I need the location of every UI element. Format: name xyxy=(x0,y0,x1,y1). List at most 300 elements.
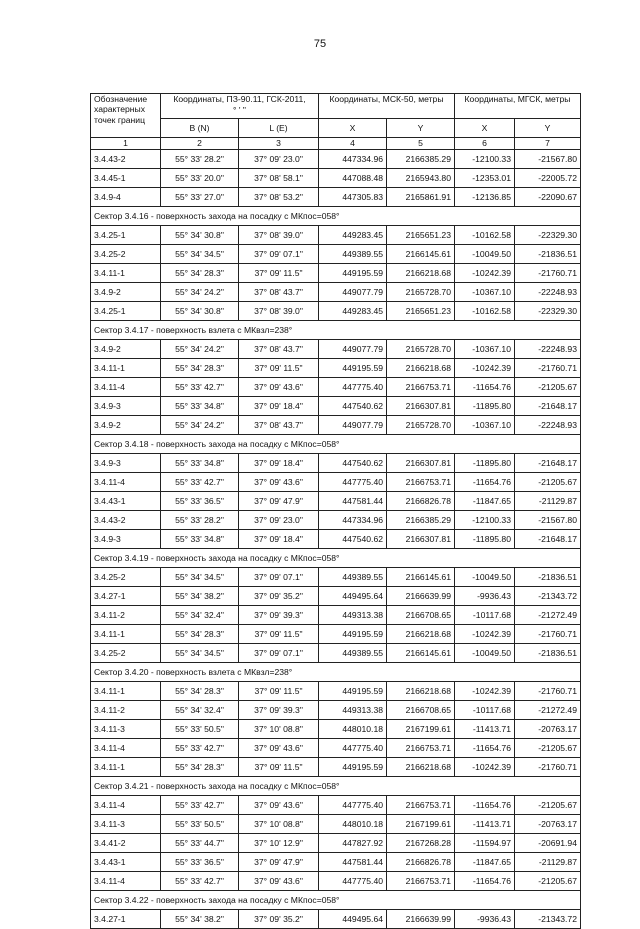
mgsk-x-cell: -10367.10 xyxy=(455,283,515,302)
latitude-cell: 55° 33' 28.2" xyxy=(161,150,239,169)
mgsk-x-cell: -11654.76 xyxy=(455,872,515,891)
section-title: Сектор 3.4.19 - поверхность захода на посадку с МКпос=058° xyxy=(91,549,581,568)
longitude-cell: 37° 09' 47.9" xyxy=(239,853,319,872)
msk-y-cell: 2166753.71 xyxy=(387,872,455,891)
msk-y-cell: 2166307.81 xyxy=(387,397,455,416)
msk-y-cell: 2166218.68 xyxy=(387,625,455,644)
msk-y-cell: 2165861.91 xyxy=(387,188,455,207)
mgsk-y-cell: -21760.71 xyxy=(515,625,581,644)
msk-y-cell: 2166307.81 xyxy=(387,454,455,473)
longitude-cell: 37° 09' 43.6" xyxy=(239,872,319,891)
msk-x-cell: 449195.59 xyxy=(319,264,387,283)
latitude-cell: 55° 34' 28.3" xyxy=(161,625,239,644)
table-row xyxy=(91,397,581,416)
msk-y-cell: 2166753.71 xyxy=(387,739,455,758)
latitude-cell: 55° 33' 42.7" xyxy=(161,796,239,815)
latitude-cell: 55° 34' 30.8" xyxy=(161,302,239,321)
msk-y-cell: 2166826.78 xyxy=(387,492,455,511)
point-id-cell: 3.4.11-4 xyxy=(91,473,161,492)
table-row xyxy=(91,340,581,359)
latitude-cell: 55° 33' 36.5" xyxy=(161,492,239,511)
section-row xyxy=(91,777,581,796)
latitude-cell: 55° 33' 34.8" xyxy=(161,454,239,473)
table-row xyxy=(91,530,581,549)
point-id-cell: 3.4.11-3 xyxy=(91,815,161,834)
mgsk-x-cell: -10049.50 xyxy=(455,568,515,587)
mgsk-y-cell: -21836.51 xyxy=(515,245,581,264)
longitude-cell: 37° 09' 11.5" xyxy=(239,359,319,378)
header-row-columns xyxy=(91,119,581,138)
mgsk-x-cell: -10242.39 xyxy=(455,264,515,283)
mgsk-y-cell: -21760.71 xyxy=(515,359,581,378)
table-row xyxy=(91,587,581,606)
mgsk-x-cell: -10242.39 xyxy=(455,625,515,644)
msk-y-cell: 2165651.23 xyxy=(387,226,455,245)
latitude-cell: 55° 34' 38.2" xyxy=(161,587,239,606)
point-id-cell: 3.4.9-2 xyxy=(91,340,161,359)
msk-y-cell: 2167268.28 xyxy=(387,834,455,853)
column-number: 7 xyxy=(515,138,581,150)
mgsk-y-cell: -21272.49 xyxy=(515,701,581,720)
mgsk-x-cell: -10242.39 xyxy=(455,682,515,701)
msk-x-cell: 447775.40 xyxy=(319,739,387,758)
table-row xyxy=(91,150,581,169)
mgsk-y-cell: -21567.80 xyxy=(515,150,581,169)
longitude-cell: 37° 09' 07.1" xyxy=(239,568,319,587)
header-group-pz xyxy=(161,94,319,119)
point-id-cell: 3.4.25-2 xyxy=(91,644,161,663)
mgsk-x-cell: -11413.71 xyxy=(455,720,515,739)
msk-y-cell: 2166218.68 xyxy=(387,758,455,777)
point-id-cell: 3.4.11-2 xyxy=(91,606,161,625)
mgsk-x-cell: -10162.58 xyxy=(455,226,515,245)
msk-x-cell: 449195.59 xyxy=(319,682,387,701)
point-id-cell: 3.4.11-1 xyxy=(91,758,161,777)
mgsk-y-cell: -21205.67 xyxy=(515,872,581,891)
latitude-cell: 55° 33' 50.5" xyxy=(161,720,239,739)
table-row xyxy=(91,511,581,530)
column-number: 4 xyxy=(319,138,387,150)
table-row xyxy=(91,644,581,663)
point-id-cell: 3.4.9-2 xyxy=(91,283,161,302)
point-id-cell: 3.4.41-2 xyxy=(91,834,161,853)
table-row xyxy=(91,796,581,815)
longitude-cell: 37° 09' 35.2" xyxy=(239,910,319,929)
latitude-cell: 55° 33' 34.8" xyxy=(161,530,239,549)
latitude-cell: 55° 34' 28.3" xyxy=(161,682,239,701)
mgsk-x-cell: -12353.01 xyxy=(455,169,515,188)
point-id-cell: 3.4.43-1 xyxy=(91,492,161,511)
msk-y-cell: 2166753.71 xyxy=(387,796,455,815)
latitude-cell: 55° 34' 24.2" xyxy=(161,283,239,302)
mgsk-y-cell: -21343.72 xyxy=(515,587,581,606)
mgsk-y-cell: -21836.51 xyxy=(515,644,581,663)
point-id-cell: 3.4.27-1 xyxy=(91,910,161,929)
table-row xyxy=(91,568,581,587)
longitude-cell: 37° 09' 11.5" xyxy=(239,625,319,644)
mgsk-y-cell: -21836.51 xyxy=(515,568,581,587)
point-id-cell: 3.4.25-2 xyxy=(91,568,161,587)
header-col-y-msk: Y xyxy=(387,119,455,138)
mgsk-x-cell: -10367.10 xyxy=(455,416,515,435)
msk-y-cell: 2166218.68 xyxy=(387,359,455,378)
mgsk-x-cell: -11895.80 xyxy=(455,530,515,549)
mgsk-y-cell: -21205.67 xyxy=(515,739,581,758)
longitude-cell: 37° 10' 08.8" xyxy=(239,720,319,739)
msk-x-cell: 449389.55 xyxy=(319,568,387,587)
msk-x-cell: 449077.79 xyxy=(319,283,387,302)
point-id-cell: 3.4.11-4 xyxy=(91,739,161,758)
latitude-cell: 55° 34' 24.2" xyxy=(161,416,239,435)
longitude-cell: 37° 09' 39.3" xyxy=(239,701,319,720)
longitude-cell: 37° 09' 18.4" xyxy=(239,397,319,416)
longitude-cell: 37° 08' 43.7" xyxy=(239,416,319,435)
msk-x-cell: 447540.62 xyxy=(319,454,387,473)
mgsk-x-cell: -11654.76 xyxy=(455,473,515,492)
msk-y-cell: 2166145.61 xyxy=(387,568,455,587)
mgsk-x-cell: -11654.76 xyxy=(455,739,515,758)
header-col-l: L (E) xyxy=(239,119,319,138)
longitude-cell: 37° 09' 39.3" xyxy=(239,606,319,625)
longitude-cell: 37° 09' 47.9" xyxy=(239,492,319,511)
mgsk-y-cell: -21272.49 xyxy=(515,606,581,625)
section-row xyxy=(91,435,581,454)
point-id-cell: 3.4.11-1 xyxy=(91,682,161,701)
mgsk-x-cell: -10242.39 xyxy=(455,359,515,378)
latitude-cell: 55° 34' 34.5" xyxy=(161,644,239,663)
table-row xyxy=(91,834,581,853)
mgsk-y-cell: -21205.67 xyxy=(515,796,581,815)
table-row xyxy=(91,359,581,378)
msk-x-cell: 447540.62 xyxy=(319,397,387,416)
mgsk-x-cell: -12100.33 xyxy=(455,511,515,530)
longitude-cell: 37° 09' 35.2" xyxy=(239,587,319,606)
table-row xyxy=(91,226,581,245)
column-number: 6 xyxy=(455,138,515,150)
mgsk-y-cell: -20763.17 xyxy=(515,815,581,834)
msk-x-cell: 447775.40 xyxy=(319,872,387,891)
mgsk-x-cell: -11594.97 xyxy=(455,834,515,853)
msk-y-cell: 2166145.61 xyxy=(387,644,455,663)
mgsk-y-cell: -21760.71 xyxy=(515,758,581,777)
msk-x-cell: 449195.59 xyxy=(319,359,387,378)
mgsk-x-cell: -10367.10 xyxy=(455,340,515,359)
mgsk-y-cell: -21648.17 xyxy=(515,454,581,473)
mgsk-y-cell: -20763.17 xyxy=(515,720,581,739)
msk-y-cell: 2165728.70 xyxy=(387,416,455,435)
point-id-cell: 3.4.11-3 xyxy=(91,720,161,739)
msk-x-cell: 447305.83 xyxy=(319,188,387,207)
section-row xyxy=(91,321,581,340)
longitude-cell: 37° 09' 43.6" xyxy=(239,473,319,492)
header-col-x-msk: X xyxy=(319,119,387,138)
msk-x-cell: 447775.40 xyxy=(319,378,387,397)
msk-y-cell: 2165651.23 xyxy=(387,302,455,321)
point-id-cell: 3.4.25-1 xyxy=(91,302,161,321)
section-title: Сектор 3.4.16 - поверхность захода на посадку с МКпос=058° xyxy=(91,207,581,226)
msk-y-cell: 2166385.29 xyxy=(387,150,455,169)
point-id-cell: 3.4.25-2 xyxy=(91,245,161,264)
longitude-cell: 37° 08' 39.0" xyxy=(239,302,319,321)
longitude-cell: 37° 09' 23.0" xyxy=(239,511,319,530)
msk-y-cell: 2167199.61 xyxy=(387,815,455,834)
table-row xyxy=(91,682,581,701)
latitude-cell: 55° 34' 34.5" xyxy=(161,568,239,587)
latitude-cell: 55° 33' 34.8" xyxy=(161,397,239,416)
msk-y-cell: 2165943.80 xyxy=(387,169,455,188)
msk-x-cell: 449077.79 xyxy=(319,416,387,435)
section-title: Сектор 3.4.22 - поверхность захода на посадку с МКпос=058° xyxy=(91,891,581,910)
table-row xyxy=(91,758,581,777)
latitude-cell: 55° 34' 28.3" xyxy=(161,758,239,777)
section-row xyxy=(91,891,581,910)
latitude-cell: 55° 33' 42.7" xyxy=(161,378,239,397)
longitude-cell: 37° 09' 43.6" xyxy=(239,739,319,758)
section-row xyxy=(91,549,581,568)
header-col-y-mgsk: Y xyxy=(515,119,581,138)
point-id-cell: 3.4.9-3 xyxy=(91,454,161,473)
msk-y-cell: 2166708.65 xyxy=(387,606,455,625)
mgsk-x-cell: -10117.68 xyxy=(455,606,515,625)
msk-x-cell: 447581.44 xyxy=(319,492,387,511)
coordinates-table xyxy=(90,93,581,929)
mgsk-x-cell: -11895.80 xyxy=(455,397,515,416)
msk-x-cell: 447775.40 xyxy=(319,473,387,492)
msk-x-cell: 449313.38 xyxy=(319,606,387,625)
mgsk-y-cell: -22248.93 xyxy=(515,283,581,302)
table-row xyxy=(91,416,581,435)
table-row xyxy=(91,492,581,511)
msk-y-cell: 2166639.99 xyxy=(387,587,455,606)
table-row xyxy=(91,606,581,625)
latitude-cell: 55° 34' 32.4" xyxy=(161,606,239,625)
table-row xyxy=(91,264,581,283)
point-id-cell: 3.4.9-3 xyxy=(91,397,161,416)
latitude-cell: 55° 34' 38.2" xyxy=(161,910,239,929)
mgsk-x-cell: -10049.50 xyxy=(455,245,515,264)
msk-y-cell: 2166708.65 xyxy=(387,701,455,720)
latitude-cell: 55° 33' 50.5" xyxy=(161,815,239,834)
msk-y-cell: 2167199.61 xyxy=(387,720,455,739)
table-row xyxy=(91,720,581,739)
section-title: Сектор 3.4.20 - поверхность взлета с МКвзл=238° xyxy=(91,663,581,682)
header-group-mgsk: Координаты, МГСК, метры xyxy=(455,94,581,119)
point-id-cell: 3.4.11-2 xyxy=(91,701,161,720)
section-row xyxy=(91,207,581,226)
latitude-cell: 55° 33' 27.0" xyxy=(161,188,239,207)
mgsk-x-cell: -10049.50 xyxy=(455,644,515,663)
page-number: 75 xyxy=(313,38,327,50)
header-group-pz-units: ° ' " xyxy=(233,104,246,115)
section-row xyxy=(91,663,581,682)
section-title: Сектор 3.4.21 - поверхность захода на посадку с МКпос=058° xyxy=(91,777,581,796)
msk-x-cell: 447827.92 xyxy=(319,834,387,853)
mgsk-y-cell: -21760.71 xyxy=(515,264,581,283)
mgsk-x-cell: -11413.71 xyxy=(455,815,515,834)
table-row xyxy=(91,739,581,758)
latitude-cell: 55° 33' 42.7" xyxy=(161,872,239,891)
longitude-cell: 37° 08' 43.7" xyxy=(239,340,319,359)
point-id-cell: 3.4.43-1 xyxy=(91,853,161,872)
table-row xyxy=(91,378,581,397)
table-row xyxy=(91,283,581,302)
point-id-cell: 3.4.11-1 xyxy=(91,359,161,378)
mgsk-y-cell: -22005.72 xyxy=(515,169,581,188)
msk-y-cell: 2166639.99 xyxy=(387,910,455,929)
point-id-cell: 3.4.11-1 xyxy=(91,625,161,644)
latitude-cell: 55° 33' 36.5" xyxy=(161,853,239,872)
msk-x-cell: 447334.96 xyxy=(319,150,387,169)
point-id-cell: 3.4.11-4 xyxy=(91,872,161,891)
msk-x-cell: 448010.18 xyxy=(319,815,387,834)
header-group-pz-title: Координаты, ПЗ-90.11, ГСК-2011, xyxy=(173,94,306,104)
msk-x-cell: 449389.55 xyxy=(319,644,387,663)
point-id-cell: 3.4.11-4 xyxy=(91,378,161,397)
mgsk-y-cell: -21648.17 xyxy=(515,397,581,416)
mgsk-x-cell: -11654.76 xyxy=(455,796,515,815)
point-id-cell: 3.4.11-1 xyxy=(91,264,161,283)
mgsk-x-cell: -11847.65 xyxy=(455,492,515,511)
mgsk-x-cell: -12136.85 xyxy=(455,188,515,207)
msk-x-cell: 449195.59 xyxy=(319,625,387,644)
longitude-cell: 37° 09' 43.6" xyxy=(239,378,319,397)
table-row xyxy=(91,302,581,321)
latitude-cell: 55° 34' 30.8" xyxy=(161,226,239,245)
msk-x-cell: 449195.59 xyxy=(319,758,387,777)
mgsk-x-cell: -12100.33 xyxy=(455,150,515,169)
point-id-cell: 3.4.25-1 xyxy=(91,226,161,245)
column-number: 1 xyxy=(91,138,161,150)
column-number: 2 xyxy=(161,138,239,150)
longitude-cell: 37° 08' 39.0" xyxy=(239,226,319,245)
mgsk-y-cell: -22329.30 xyxy=(515,302,581,321)
msk-x-cell: 449283.45 xyxy=(319,302,387,321)
msk-y-cell: 2166145.61 xyxy=(387,245,455,264)
latitude-cell: 55° 34' 34.5" xyxy=(161,245,239,264)
header-row-numbers xyxy=(91,138,581,150)
table-row xyxy=(91,872,581,891)
latitude-cell: 55° 34' 32.4" xyxy=(161,701,239,720)
column-number: 3 xyxy=(239,138,319,150)
mgsk-x-cell: -9936.43 xyxy=(455,587,515,606)
latitude-cell: 55° 34' 28.3" xyxy=(161,359,239,378)
longitude-cell: 37° 09' 11.5" xyxy=(239,682,319,701)
mgsk-y-cell: -21567.80 xyxy=(515,511,581,530)
latitude-cell: 55° 33' 44.7" xyxy=(161,834,239,853)
msk-y-cell: 2166753.71 xyxy=(387,473,455,492)
column-number: 5 xyxy=(387,138,455,150)
mgsk-y-cell: -20691.94 xyxy=(515,834,581,853)
msk-y-cell: 2166385.29 xyxy=(387,511,455,530)
mgsk-y-cell: -21129.87 xyxy=(515,492,581,511)
msk-x-cell: 449077.79 xyxy=(319,340,387,359)
mgsk-y-cell: -22329.30 xyxy=(515,226,581,245)
msk-x-cell: 448010.18 xyxy=(319,720,387,739)
msk-x-cell: 447334.96 xyxy=(319,511,387,530)
section-title: Сектор 3.4.17 - поверхность взлета с МКвзл=238° xyxy=(91,321,581,340)
msk-x-cell: 449495.64 xyxy=(319,587,387,606)
point-id-cell: 3.4.9-2 xyxy=(91,416,161,435)
longitude-cell: 37° 09' 23.0" xyxy=(239,150,319,169)
mgsk-x-cell: -10162.58 xyxy=(455,302,515,321)
longitude-cell: 37° 09' 18.4" xyxy=(239,454,319,473)
longitude-cell: 37° 10' 08.8" xyxy=(239,815,319,834)
msk-y-cell: 2166307.81 xyxy=(387,530,455,549)
msk-x-cell: 447540.62 xyxy=(319,530,387,549)
msk-x-cell: 447088.48 xyxy=(319,169,387,188)
mgsk-y-cell: -21205.67 xyxy=(515,378,581,397)
latitude-cell: 55° 34' 24.2" xyxy=(161,340,239,359)
latitude-cell: 55° 33' 28.2" xyxy=(161,511,239,530)
point-id-cell: 3.4.9-4 xyxy=(91,188,161,207)
mgsk-x-cell: -11654.76 xyxy=(455,378,515,397)
msk-x-cell: 449313.38 xyxy=(319,701,387,720)
latitude-cell: 55° 34' 28.3" xyxy=(161,264,239,283)
mgsk-y-cell: -21648.17 xyxy=(515,530,581,549)
msk-x-cell: 449389.55 xyxy=(319,245,387,264)
table-row xyxy=(91,910,581,929)
latitude-cell: 55° 33' 20.0" xyxy=(161,169,239,188)
msk-x-cell: 449495.64 xyxy=(319,910,387,929)
msk-y-cell: 2166218.68 xyxy=(387,264,455,283)
longitude-cell: 37° 08' 58.1" xyxy=(239,169,319,188)
longitude-cell: 37° 09' 43.6" xyxy=(239,796,319,815)
point-id-cell: 3.4.9-3 xyxy=(91,530,161,549)
msk-x-cell: 447581.44 xyxy=(319,853,387,872)
table-row xyxy=(91,473,581,492)
msk-y-cell: 2166753.71 xyxy=(387,378,455,397)
table-row xyxy=(91,853,581,872)
mgsk-x-cell: -11895.80 xyxy=(455,454,515,473)
header-col-x-mgsk: X xyxy=(455,119,515,138)
point-id-cell: 3.4.43-2 xyxy=(91,511,161,530)
longitude-cell: 37° 09' 11.5" xyxy=(239,264,319,283)
mgsk-y-cell: -21343.72 xyxy=(515,910,581,929)
longitude-cell: 37° 09' 18.4" xyxy=(239,530,319,549)
longitude-cell: 37° 09' 11.5" xyxy=(239,758,319,777)
msk-x-cell: 447775.40 xyxy=(319,796,387,815)
mgsk-x-cell: -10242.39 xyxy=(455,758,515,777)
header-row-groups xyxy=(91,94,581,119)
point-id-cell: 3.4.27-1 xyxy=(91,587,161,606)
table-row xyxy=(91,625,581,644)
msk-x-cell: 449283.45 xyxy=(319,226,387,245)
mgsk-x-cell: -11847.65 xyxy=(455,853,515,872)
section-title: Сектор 3.4.18 - поверхность захода на посадку с МКпос=058° xyxy=(91,435,581,454)
header-col-b: B (N) xyxy=(161,119,239,138)
mgsk-x-cell: -10117.68 xyxy=(455,701,515,720)
point-id-cell: 3.4.43-2 xyxy=(91,150,161,169)
table-row xyxy=(91,188,581,207)
msk-y-cell: 2165728.70 xyxy=(387,340,455,359)
table-row xyxy=(91,169,581,188)
mgsk-y-cell: -21205.67 xyxy=(515,473,581,492)
mgsk-y-cell: -22248.93 xyxy=(515,340,581,359)
mgsk-y-cell: -21760.71 xyxy=(515,682,581,701)
longitude-cell: 37° 10' 12.9" xyxy=(239,834,319,853)
table-body xyxy=(91,150,581,929)
longitude-cell: 37° 09' 07.1" xyxy=(239,245,319,264)
mgsk-y-cell: -22248.93 xyxy=(515,416,581,435)
latitude-cell: 55° 33' 42.7" xyxy=(161,739,239,758)
latitude-cell: 55° 33' 42.7" xyxy=(161,473,239,492)
header-point-designation: Обозначение характерных точек границ xyxy=(91,94,161,138)
header-group-msk: Координаты, МСК-50, метры xyxy=(319,94,455,119)
longitude-cell: 37° 08' 43.7" xyxy=(239,283,319,302)
msk-y-cell: 2165728.70 xyxy=(387,283,455,302)
longitude-cell: 37° 09' 07.1" xyxy=(239,644,319,663)
table-row xyxy=(91,245,581,264)
